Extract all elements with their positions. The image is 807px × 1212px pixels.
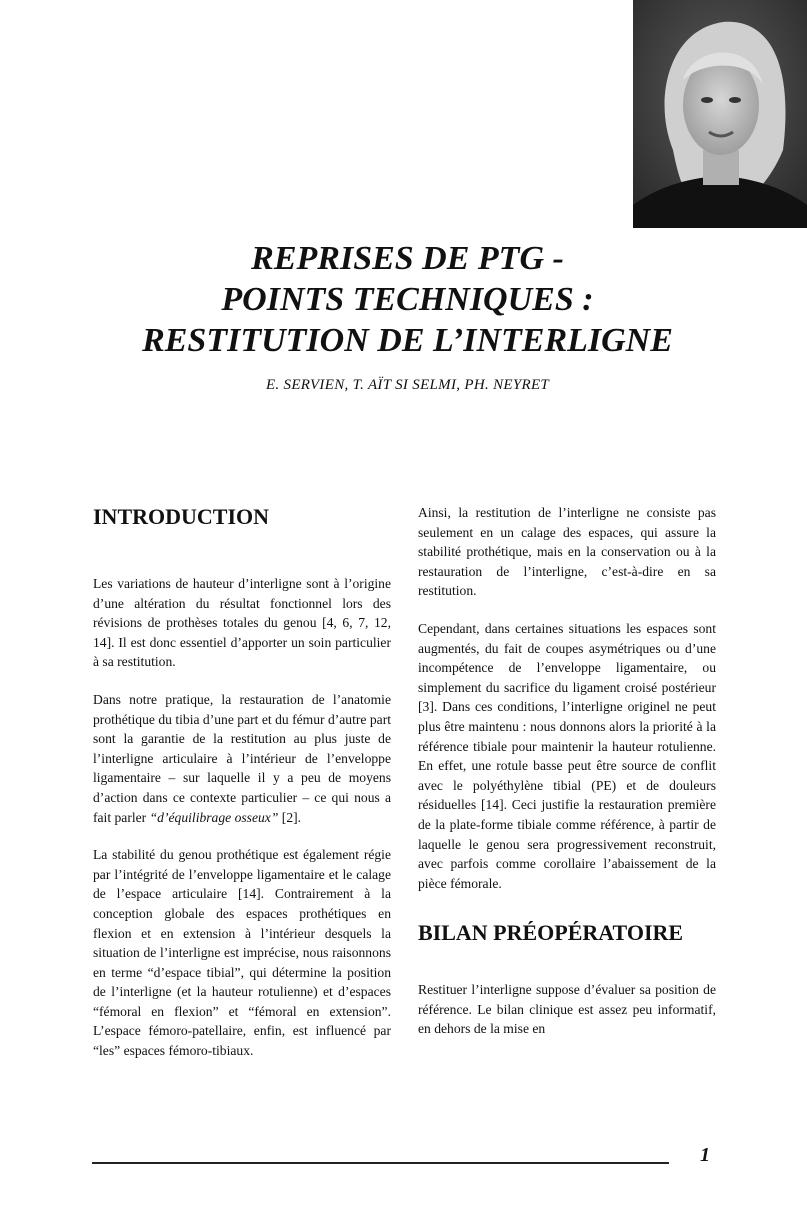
right-column	[418, 503, 716, 1057]
left-column	[93, 503, 391, 1079]
page-number: 1	[700, 1144, 710, 1166]
title-line-2: POINTS TECHNIQUES :	[221, 281, 594, 318]
citation: [2].	[278, 809, 302, 825]
author-photo	[633, 0, 807, 228]
paragraph-text: Dans notre pratique, la restauration de l’anatomie prothétique du tibia d’une part et du fémur d’autre part sont la garantie de la restitution au plus juste de l’interligne articulaire à l’intérieur de l’enveloppe ligamentaire – sur laquelle il y a peu de moyens d’action dans ce contexte particulier – ce qui nous a fait parler	[93, 691, 391, 825]
italic-quote: “d’équilibrage osseux”	[149, 809, 279, 825]
paragraph: Restituer l’interligne suppose d’évaluer sa position de référence. Le bilan clinique est assez peu informatif, en dehors de la mise en	[418, 982, 716, 1037]
section-heading-bilan: BILAN PRÉOPÉRATOIRE	[418, 920, 684, 946]
authors: E. SERVIEN, T. AÏT SI SELMI, PH. NEYRET	[265, 377, 550, 393]
paragraph: Cependant, dans certaines situations les espaces sont augmentés, du fait de coupes asymétriques ou d’une incompétence de l’enveloppe ligamentaire, ou simplement du sacrifice du ligament croisé postérieur [3]. Dans ces conditions, l’interligne originel ne peut plus être maintenu : nous donnons alors la priorité à la référence tibiale pour maintenir la hauteur rotulienne. En effet, une rotule basse peut être source de conflit avec le polyéthylène tibial (PE) et de douleurs résiduelles [14]. Ceci justifie la restauration première de la plate-forme tibiale comme référence, à partir de laquelle le genou sera progressivement reconstruit, avec parfois comme corollaire l’abaissement de la pièce fémorale.	[418, 620, 716, 891]
footer-rule	[92, 1162, 669, 1164]
paper-title	[60, 238, 755, 361]
title-block	[60, 238, 755, 394]
title-line-1: REPRISES DE PTG -	[251, 240, 564, 277]
paragraph: Ainsi, la restitution de l’interligne ne consiste pas seulement en un calage des espaces, qui assure la stabilité prothétique, mais en la conservation ou à la restauration de l’interligne, c’est-à-dire en sa restitution.	[418, 505, 716, 599]
portrait-image	[633, 0, 807, 228]
paragraph: Les variations de hauteur d’interligne sont à l’origine d’une altération du résultat fonctionnel lors des révisions de prothèses totales du genou [4, 6, 7, 12, 14]. Il est donc essentiel d’apporter un soin particulier à sa restitution.	[93, 576, 391, 670]
section-heading-introduction: INTRODUCTION	[93, 504, 270, 529]
paragraph: La stabilité du genou prothétique est également régie par l’intégrité de l’enveloppe ligamentaire et le calage de l’espace articulaire [14]. Contrairement à la conception globale des espaces prothétiques en flexion et en extension à l’intérieur desquels la situation de l’interligne est imprécise, nous raisonnons en terme “d’espace tibial”, qui détermine la position de l’interligne (et la hauteur rotulienne) et d’espaces “fémoral en flexion” et “fémoral en extension”. L’espace fémoro-patellaire, enfin, est influencé par “les” espaces fémoro-tibiaux.	[93, 847, 391, 1059]
paragraph	[93, 690, 391, 827]
title-line-3: RESTITUTION DE L’INTERLIGNE	[142, 322, 673, 359]
